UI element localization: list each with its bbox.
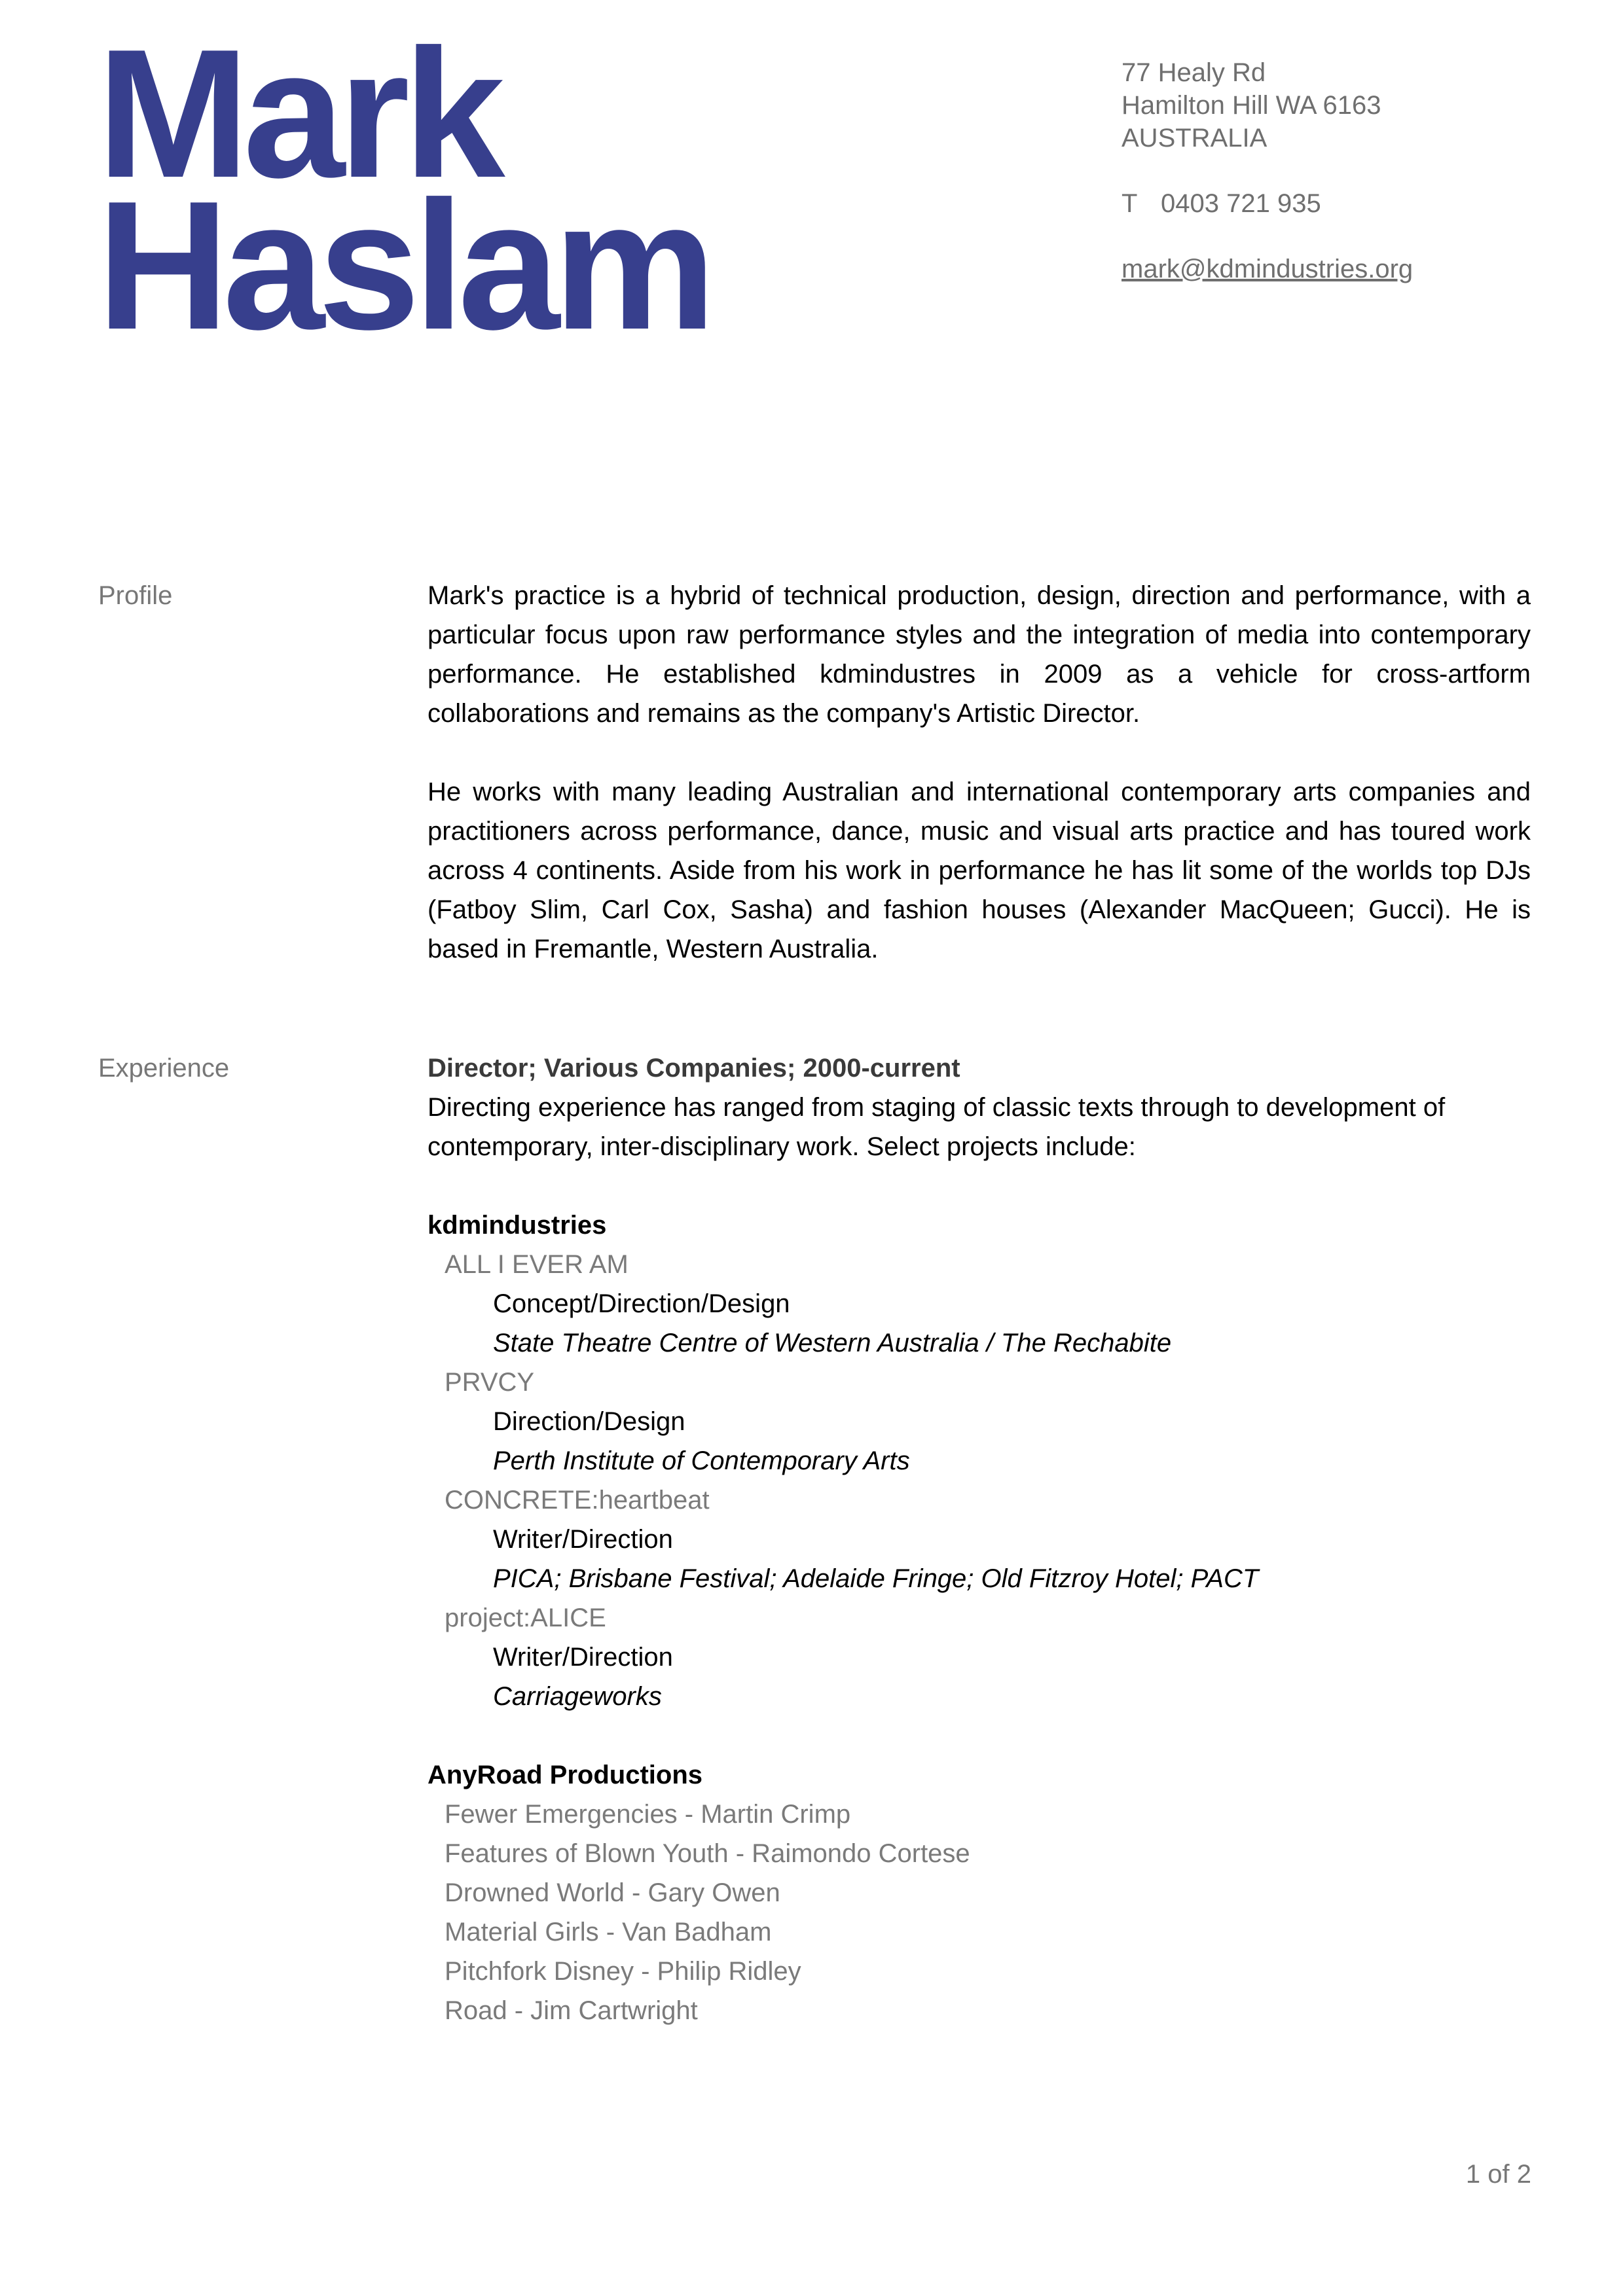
project-name: PRVCY: [445, 1368, 535, 1397]
project-venue: PICA; Brisbane Festival; Adelaide Fringe; Old Fitzroy Hotel; PACT: [493, 1564, 1259, 1593]
last-name: Haslam: [97, 164, 710, 368]
profile-section: [428, 576, 1531, 969]
project-name: ALL I EVER AM: [445, 1250, 629, 1279]
project-name: CONCRETE:heartbeat: [445, 1486, 710, 1515]
company-anyroad: AnyRoad Productions: [428, 1761, 703, 1789]
project-venue: Carriageworks: [493, 1682, 662, 1711]
experience-label: Experience: [98, 1054, 230, 1083]
experience-title: Director; Various Companies; 2000-current: [428, 1054, 960, 1083]
page-number: 1 of 2: [1465, 2160, 1531, 2189]
profile-paragraph-1: Mark's practice is a hybrid of technical production, design, direction and performance, with a particular focus upon raw performance styles and the integration of media into contemporary performance. He established kdmindustres in 2009 as a vehicle for cross-artform collaborations and remains as the company's Artistic Director.: [428, 581, 1531, 728]
play-item: Features of Blown Youth - Raimondo Cortese: [445, 1839, 970, 1868]
profile-paragraph-2: He works with many leading Australian and international contemporary arts companies and practitioners across performance, dance, music and visual arts practice and has toured work across 4 continents. Aside from his work in performance he has lit some of the worlds top DJs (Fatboy Slim, Carl Cox, Sasha) and fashion houses (Alexander MacQueen; Gucci). He is based in Fremantle, Western Australia.: [428, 778, 1531, 963]
project-role: Concept/Direction/Design: [493, 1289, 790, 1318]
address-line-3: AUSTRALIA: [1122, 124, 1267, 152]
play-item: Fewer Emergencies - Martin Crimp: [445, 1800, 851, 1829]
project-role: Writer/Direction: [493, 1643, 673, 1672]
project-venue: State Theatre Centre of Western Australia / The Rechabite: [493, 1329, 1172, 1357]
spacer: [428, 1166, 1531, 1206]
contact-gap-2: [1122, 220, 1580, 253]
phone-number: 0403 721 935: [1161, 189, 1321, 218]
project-role: Writer/Direction: [493, 1525, 673, 1554]
profile-label: Profile: [98, 581, 173, 610]
name-heading: [97, 12, 948, 368]
phone-row: [1122, 187, 1580, 220]
phone-label: T: [1122, 189, 1138, 218]
contact-block: [1122, 56, 1580, 285]
play-item: Pitchfork Disney - Philip Ridley: [445, 1957, 801, 1986]
experience-section: [428, 1049, 1531, 2030]
project-name: project:ALICE: [445, 1604, 606, 1632]
address-line-2: Hamilton Hill WA 6163: [1122, 91, 1381, 120]
email-link[interactable]: mark@kdmindustries.org: [1122, 255, 1413, 283]
play-item: Material Girls - Van Badham: [445, 1918, 772, 1946]
experience-intro-line-1: Directing experience has ranged from staging of classic texts through to development of: [428, 1093, 1446, 1122]
experience-intro-line-2: contemporary, inter-disciplinary work. Select projects include:: [428, 1132, 1136, 1161]
contact-gap: [1122, 154, 1580, 187]
spacer: [428, 1716, 1531, 1755]
play-item: Road - Jim Cartwright: [445, 1996, 698, 2025]
first-name: Mark: [97, 12, 499, 216]
project-role: Direction/Design: [493, 1407, 685, 1436]
play-item: Drowned World - Gary Owen: [445, 1878, 780, 1907]
project-venue: Perth Institute of Contemporary Arts: [493, 1446, 910, 1475]
company-kdmindustries: kdmindustries: [428, 1211, 607, 1240]
address-line-1: 77 Healy Rd: [1122, 58, 1266, 87]
